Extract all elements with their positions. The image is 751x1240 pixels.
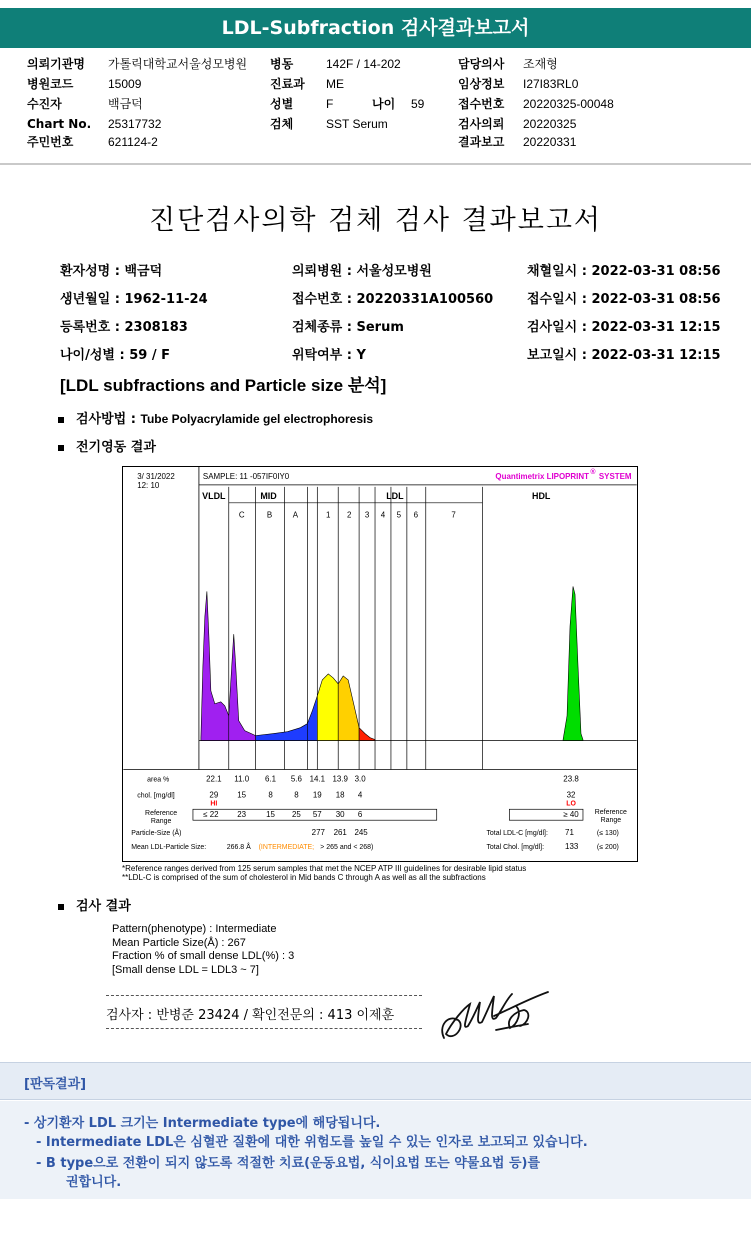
info-value: 621124-2 (108, 135, 158, 149)
info-label: 수진자 (27, 97, 62, 111)
chol-value: 4 (357, 790, 363, 800)
total-ldl-ref: (≤ 130) (596, 830, 619, 838)
electro-line (58, 436, 156, 455)
vldl-peak (201, 591, 229, 740)
area-value: 11.0 (234, 774, 250, 784)
divider (106, 1028, 422, 1029)
info-value: 142F / 14-202 (326, 57, 401, 71)
ref-value: 25 (292, 810, 301, 820)
chart-registered-mark: ® (590, 468, 596, 476)
judgement-line: - Intermediate LDL은 심혈관 질환에 대한 위험도를 높일 수 있는 인자로 보고되고 있습니다. (36, 1135, 588, 1150)
ref-right-label: Range (600, 817, 622, 825)
chart-band-label: B (266, 510, 273, 520)
ref-right-label: Reference (594, 809, 627, 817)
scanned-report (0, 168, 751, 1056)
judgement-line: - 상기환자 LDL 크기는 Intermediate type에 해당됩니다. (24, 1116, 381, 1131)
chol-value: 15 (237, 790, 247, 800)
total-chol-label: Total Chol. [mg/dl]: (486, 844, 545, 852)
chol-value: 8 (294, 790, 299, 800)
particle-value: 261 (333, 828, 347, 838)
mid-a-area (307, 696, 317, 741)
chart-system-suffix: SYSTEM (598, 471, 632, 481)
info-label: 담당의사 (458, 57, 505, 71)
patient-field: 검사일시 : 2022-03-31 12:15 (527, 320, 721, 335)
bullet-icon (58, 445, 64, 451)
bullet-icon (58, 904, 64, 910)
info-label: 검사의뢰 (458, 117, 505, 131)
judgement-header (0, 1062, 751, 1100)
info-value: 15009 (108, 77, 142, 91)
patient-field: 채혈일시 : 2022-03-31 08:56 (527, 264, 721, 279)
judgement-line: 권합니다. (66, 1175, 122, 1190)
ref-value: 30 (335, 810, 345, 820)
chart-band-label: 7 (451, 510, 456, 520)
result-item: Fraction % of small dense LDL(%) : 3 (112, 950, 295, 962)
ref-value: 15 (266, 810, 275, 820)
ref-label: Reference (145, 810, 178, 818)
mean-ldl-value: 266.8 Å (226, 844, 251, 852)
result-label: 검사 결과 (76, 899, 131, 914)
info-value: 20220325-00048 (523, 97, 614, 111)
chart-group-label: VLDL (202, 490, 226, 501)
chart-band-label: 6 (413, 510, 419, 520)
judgement-body (0, 1101, 751, 1199)
total-ldl-value: 71 (565, 828, 574, 838)
chart-date: 3/ 31/2022 (137, 471, 175, 481)
chol-value: 18 (335, 790, 345, 800)
chart-group-label: LDL (386, 490, 404, 501)
chol-value: 19 (312, 790, 322, 800)
note-line: **LDL-C is comprised of the sum of cholesterol in Mid bands C through A as well as all the subfractions (122, 873, 486, 882)
patient-field: 환자성명 : 백금덕 (60, 264, 163, 279)
patient-field: 보고일시 : 2022-03-31 12:15 (527, 348, 721, 363)
ref-value: 6 (357, 810, 363, 820)
chart-sample: SAMPLE: 11 -057IF0IY0 (202, 471, 290, 481)
area-value: 5.6 (290, 774, 302, 784)
chart-band-label: 2 (346, 510, 352, 520)
lipoprint-chart (122, 466, 638, 862)
patient-field: 등록번호 : 2308183 (60, 320, 188, 335)
mean-ldl-label: Mean LDL-Particle Size: (131, 844, 207, 852)
info-label: 병동 (270, 57, 294, 71)
total-chol-value: 133 (565, 842, 579, 852)
chol-value: 29 (209, 790, 219, 800)
particle-value: 245 (354, 828, 368, 838)
chart-notes (122, 864, 526, 882)
result-line (58, 895, 131, 914)
report-header-title: LDL-Subfraction 검사결과보고서 (0, 8, 751, 48)
mean-ldl-class: (INTERMEDIATE; (258, 844, 315, 852)
mid-ba-area (256, 724, 308, 741)
info-label: 병원코드 (27, 77, 74, 91)
judgement-line: - B type으로 전환이 되지 않도록 적절한 치료(운동요법, 식이요법 또는 약물요법 등)를 (36, 1156, 541, 1171)
chol-value: 8 (268, 790, 273, 800)
result-item: Mean Particle Size(Å) : 267 (112, 936, 246, 949)
info-value: 25317732 (108, 117, 162, 131)
chart-band-label: 4 (380, 510, 386, 520)
chart-group-label: MID (260, 490, 277, 501)
report-title: 진단검사의학 검체 검사 결과보고서 (149, 205, 602, 236)
chart-group-label: HDL (531, 490, 551, 501)
info-label: 나이 (372, 97, 396, 111)
info-value: F (326, 97, 334, 111)
info-value: 가톨릭대학교서울성모병원 (108, 57, 248, 71)
divider (106, 995, 422, 996)
electro-label: 전기영동 결과 (76, 440, 156, 455)
mid-c-peak (229, 634, 256, 740)
chart-band-label: 3 (364, 510, 370, 520)
judgement-title: [판독결과] (24, 1077, 87, 1092)
ref-hdl-value: ≥ 40 (563, 810, 579, 820)
area-value: 23.8 (563, 774, 579, 784)
hdl-peak (563, 586, 583, 740)
info-value: 백금덕 (108, 97, 143, 111)
chart-band-label: 5 (396, 510, 402, 520)
area-value: 6.1 (265, 774, 277, 784)
info-label: 진료과 (270, 77, 305, 91)
ldl2-area (338, 676, 359, 741)
info-value: SST Serum (326, 117, 388, 131)
chart-band-label: C (238, 510, 245, 520)
patient-field: 검체종류 : Serum (292, 320, 404, 335)
ref-value: 23 (237, 810, 247, 820)
ref-label: Range (150, 818, 172, 826)
patient-field: 나이/성별 : 59 / F (60, 348, 171, 363)
info-value: 20220325 (523, 117, 577, 131)
result-summary (112, 923, 294, 977)
note-line: *Reference ranges derived from 125 serum samples that met the NCEP ATP III guidelines for desirable lipid status (122, 864, 527, 873)
info-label: 성별 (270, 97, 294, 111)
info-value: 59 (411, 97, 425, 111)
area-value: 13.9 (332, 774, 348, 784)
area-label: area % (147, 776, 170, 784)
result-item: Pattern(phenotype) : Intermediate (112, 923, 277, 935)
area-value: 14.1 (309, 774, 326, 784)
hi-flag: HI (210, 800, 218, 808)
total-ldl-label: Total LDL-C [mg/dl]: (486, 830, 548, 838)
patient-field: 위탁여부 : Y (292, 348, 366, 363)
divider (0, 163, 751, 165)
request-info-panel (0, 52, 751, 164)
ldl3-area (359, 728, 375, 741)
signature-line: 검사자 : 반병준 23424 / 확인전문의 : 413 이제훈 (106, 1008, 395, 1023)
info-value: I27I83RL0 (523, 77, 579, 91)
chart-system-name: Quantimetrix LIPOPRINT (495, 471, 589, 481)
area-value: 3.0 (354, 774, 366, 784)
chol-label: chol. [mg/dl] (137, 792, 175, 800)
handwritten-signature (436, 986, 566, 1048)
particle-value: 277 (311, 828, 325, 838)
info-label: 검체 (270, 117, 294, 131)
method-value: Tube Polyacrylamide gel electrophoresis (140, 412, 374, 426)
patient-field: 접수번호 : 20220331A100560 (292, 292, 494, 307)
particle-label: Particle-Size (Å) (131, 830, 182, 838)
ref-value: 57 (312, 810, 322, 820)
info-value: ME (326, 77, 344, 91)
method-line (58, 408, 373, 427)
result-item: [Small dense LDL = LDL3 ~ 7] (112, 963, 259, 976)
chart-band-label: 1 (326, 510, 331, 520)
info-label: 주민번호 (27, 135, 74, 149)
chart-band-label: A (292, 510, 299, 520)
info-label: 의뢰기관명 (27, 57, 85, 71)
info-value: 20220331 (523, 135, 577, 149)
patient-field: 접수일시 : 2022-03-31 08:56 (527, 292, 721, 307)
patient-field: 의뢰병원 : 서울성모병원 (292, 264, 432, 279)
area-value: 22.1 (206, 774, 222, 784)
info-label: 임상정보 (458, 77, 505, 91)
total-chol-ref: (≤ 200) (596, 844, 619, 852)
info-label: 결과보고 (458, 135, 505, 149)
lo-flag: LO (566, 800, 576, 808)
method-label: 검사방법 : (76, 412, 136, 427)
info-value: 조재형 (523, 57, 558, 71)
chart-time: 12: 10 (137, 480, 160, 490)
info-label: Chart No. (27, 117, 92, 131)
info-label: 접수번호 (458, 97, 505, 111)
mean-ldl-range: > 265 and < 268) (320, 844, 374, 852)
ref-value: ≤ 22 (203, 810, 219, 820)
bullet-icon (58, 417, 64, 423)
chol-value: 32 (566, 790, 576, 800)
ldl1-area (317, 674, 338, 741)
patient-field: 생년월일 : 1962-11-24 (60, 292, 208, 307)
section-heading: [LDL subfractions and Particle size 분석] (60, 376, 387, 395)
